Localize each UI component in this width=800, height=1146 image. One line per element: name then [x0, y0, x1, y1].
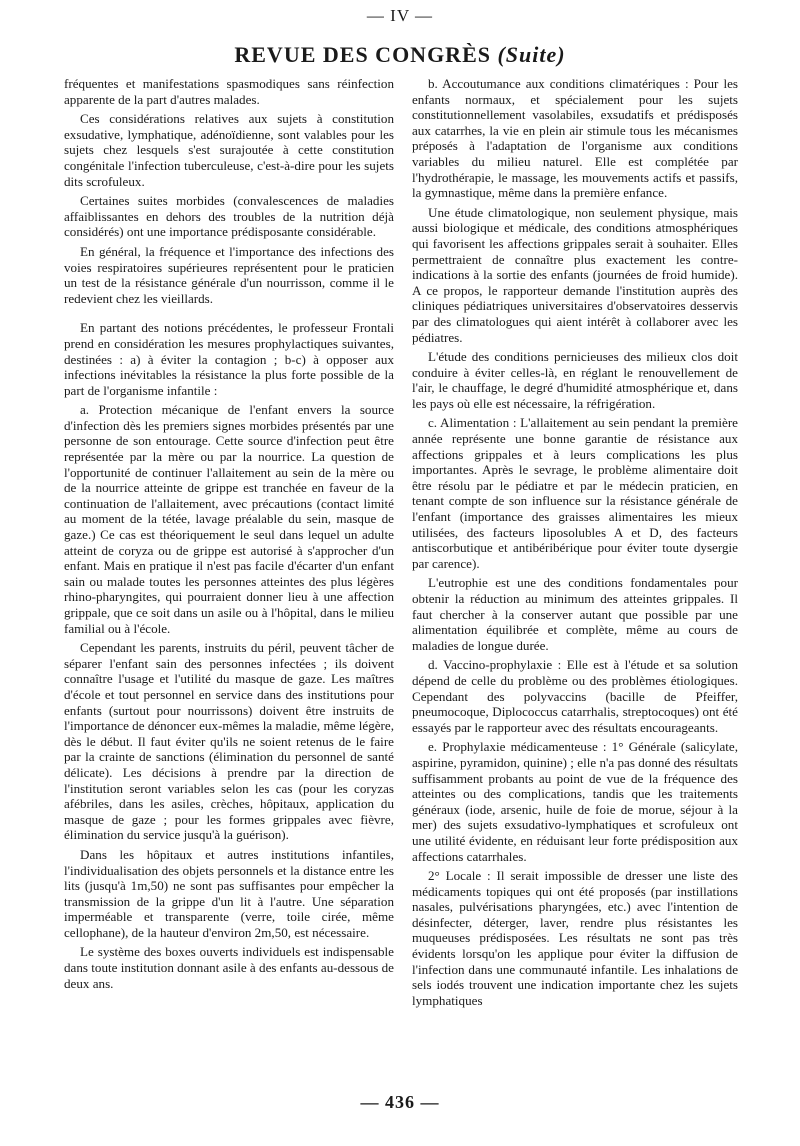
paragraph: b. Accoutumance aux conditions climatériques : Pour les enfants normaux, et spécialement pour les sujets constitutionnellement vasolabiles, exsudatifs et prédisposés aux catarrhes, la vie en plein air stimule tous les mécanismes préposés à l'adaptation de l'organisme aux conditions variables du milieu naturel. Elle est complétée par l'hydrothérapie, le massage, les mouvements actifs et passifs, la gymnastique, même dans la première enfance. — [412, 76, 738, 201]
paragraph: e. Prophylaxie médicamenteuse : 1° Générale (salicylate, aspirine, pyramidon, quinine) ; elle n'a pas donné des résultats suffisamment probants au point de vue de la fréquence des atteintes ou des complications, tandis que les traitements généraux (iode, arsenic, huile de foie de morue, séjour à la mer) des sujets exsudativo-lymphatiques et scrofuleux ont une utilité évidente, en réduisant leur forte prédisposition aux affections catarrhales. — [412, 739, 738, 864]
paragraph: Une étude climatologique, non seulement physique, mais aussi biologique et médicale, des conditions atmosphériques qui favorisent les affections grippales serait à souhaiter. Elles permettraient de connaître plus exactement les contre-indications à la sortie des enfants (journées de froid humide). A ce propos, le rapporteur demande l'institution auprès des cliniques pédiatriques universitaires d'observatoires desservis par des climatologues qui aient intérêt à collaborer avec les pédiatres. — [412, 204, 738, 345]
paragraph: fréquentes et manifestations spasmodiques sans réinfection apparente de la part d'autres malades. — [64, 76, 394, 107]
paragraph: L'étude des conditions pernicieuses des milieux clos doit conduire à éviter celles-là, en réglant le renouvellement de l'air, le chauffage, le degré d'humidité atmosphérique et, dans les pays où elle est nécessaire, la réfrigération. — [412, 349, 738, 411]
paragraph: Le système des boxes ouverts individuels est indispensable dans toute institution donnant asile à des enfants au-dessous de deux ans. — [64, 944, 394, 991]
paragraph: Dans les hôpitaux et autres institutions infantiles, l'individualisation des objets personnels et la distance entre les lits (jusqu'à 1m,50) ne sont pas suffisantes pour empêcher la transmission de la grippe d'un lit à l'autre. Une séparation imperméable et transparente (verre, toile cirée, même cellophane), de la hauteur d'environ 2m,50, est nécessaire. — [64, 846, 394, 940]
paragraph: En partant des notions précédentes, le professeur Frontali prend en considération les mesures prophylactiques suivantes, destinées : a) à éviter la contagion ; b-c) à opposer aux infections inévitables la résistance la plus forte possible de la part de l'organisme infantile : — [64, 320, 394, 398]
paragraph: d. Vaccino-prophylaxie : Elle est à l'étude et sa solution dépend de celle du problème ou des problèmes étiologiques. Cependant des polyvaccins (bacille de Pfeiffer, pneumocoque, Diplococcus catarrhalis, streptocoques) ont été essayés par le rapporteur avec des résultats encourageants. — [412, 657, 738, 735]
title-text: REVUE DES CONGRÈS — [234, 42, 491, 67]
paragraph: L'eutrophie est une des conditions fondamentales pour obtenir la réduction au minimum des atteintes grippales. Il faut chercher à la conserver autant que possible par une alimentation équilibrée et complète, même au cours de maladies de longue durée. — [412, 575, 738, 653]
roman-page-number: — IV — — [366, 6, 434, 25]
paragraph: c. Alimentation : L'allaitement au sein pendant la première année représente une bonne garantie de résistance aux affections grippales et à leurs complications les plus importantes. Après le sevrage, le problème alimentaire doit être résolu par le pédiatre et par le médecin praticien, en tenant compte de son influence sur la résistance générale de l'enfant (importance des graisses alimentaires les mieux utilisées, des facteurs liposolubles A et D, des facteurs antiscorbutique et antibéribérique pour éviter toute dysergie par carence). — [412, 415, 738, 571]
paragraph: En général, la fréquence et l'importance des infections des voies respiratoires supérieures représentent pour le praticien un test de la résistance générale d'un nourrisson, comme il le redevient chez les vieillards. — [64, 243, 394, 306]
paragraph: Ces considérations relatives aux sujets à constitution exsudative, lymphatique, adénoïdienne, sont valables pour les sujets chez lesquels s'est surajoutée à cette constitution congénitale l'infection tuberculeuse, c'est-à-dire pour les sujets dits scrofuleux. — [64, 111, 394, 189]
paragraph: a. Protection mécanique de l'enfant envers la source d'infection dès les premiers signes morbides présentés par une personne de son entourage. Cette source d'infection peut être représentée par la mère ou par la nourrice. La question de l'opportunité de continuer l'allaitement au sein de la mère ou de la nourrice atteinte de grippe est tranchée en faveur de la continuation de l'allaitement, avec précautions (contact limité au moment de la tétée, lavage préalable du sein, masque de gaze.) Ce cas est théoriquement le seul dans lequel un adulte atteint de coryza ou de grippe est autorisé à s'approcher d'un enfant. Mais en pratique il n'est pas facile d'écarter d'un enfant sain ou malade toutes les personnes atteintes des plus légères rhino-pharyngites, qui pourraient donner lieu à une affection grippale, que ce soit dans un asile ou à l'hôpital, dans le milieu familial ou à l'école. — [64, 402, 394, 636]
section-title — [0, 42, 800, 68]
paragraph: Certaines suites morbides (convalescences de maladies affaiblissantes en dehors des troubles de la nutrition déjà considérés) ont une importance prédisposante considérable. — [64, 193, 394, 240]
page-number: — 436 — — [360, 1092, 440, 1112]
right-column — [412, 76, 738, 1012]
left-column — [64, 76, 394, 995]
title-suffix: (Suite) — [497, 42, 566, 67]
paragraph: 2° Locale : Il serait impossible de dresser une liste des médicaments topiques qui ont été proposés (par instillations nasales, pulvérisations pharyngées, etc.) avec l'intention de désinfecter, déterger, laver, rendre plus résistantes les muqueuses prédisposées. Les résultats ne sont pas très évidents lorsqu'on les applique pour éviter la diffusion de l'infection dans une communauté infantile. Les inhalations de sels iodés trouvent une indication importante chez les sujets lymphatiques — [412, 868, 738, 1008]
paragraph: Cependant les parents, instruits du péril, peuvent tâcher de séparer l'enfant sain des personnes infectées ; ils doivent connaître l'usage et l'utilité du masque de gaze. Les maîtres d'école et tout personnel en service dans des institutions pour enfants (surtout pour nourrissons) doivent être instruits de l'importance de dénoncer eux-mêmes la maladie, même légère, dès le début. Il faut éviter qu'ils ne soient retenus de le faire par la crainte de sanctions (élimination du personnel de santé délicate). Les décisions à prendre par la direction de l'institution seront variables selon les cas (pour les coryzas afébriles, dans les asiles, crèches, hôpitaux, application du masque de gaze ; pour les formes grippales avec fièvre, élimination du service jusqu'à la guérison). — [64, 640, 394, 843]
